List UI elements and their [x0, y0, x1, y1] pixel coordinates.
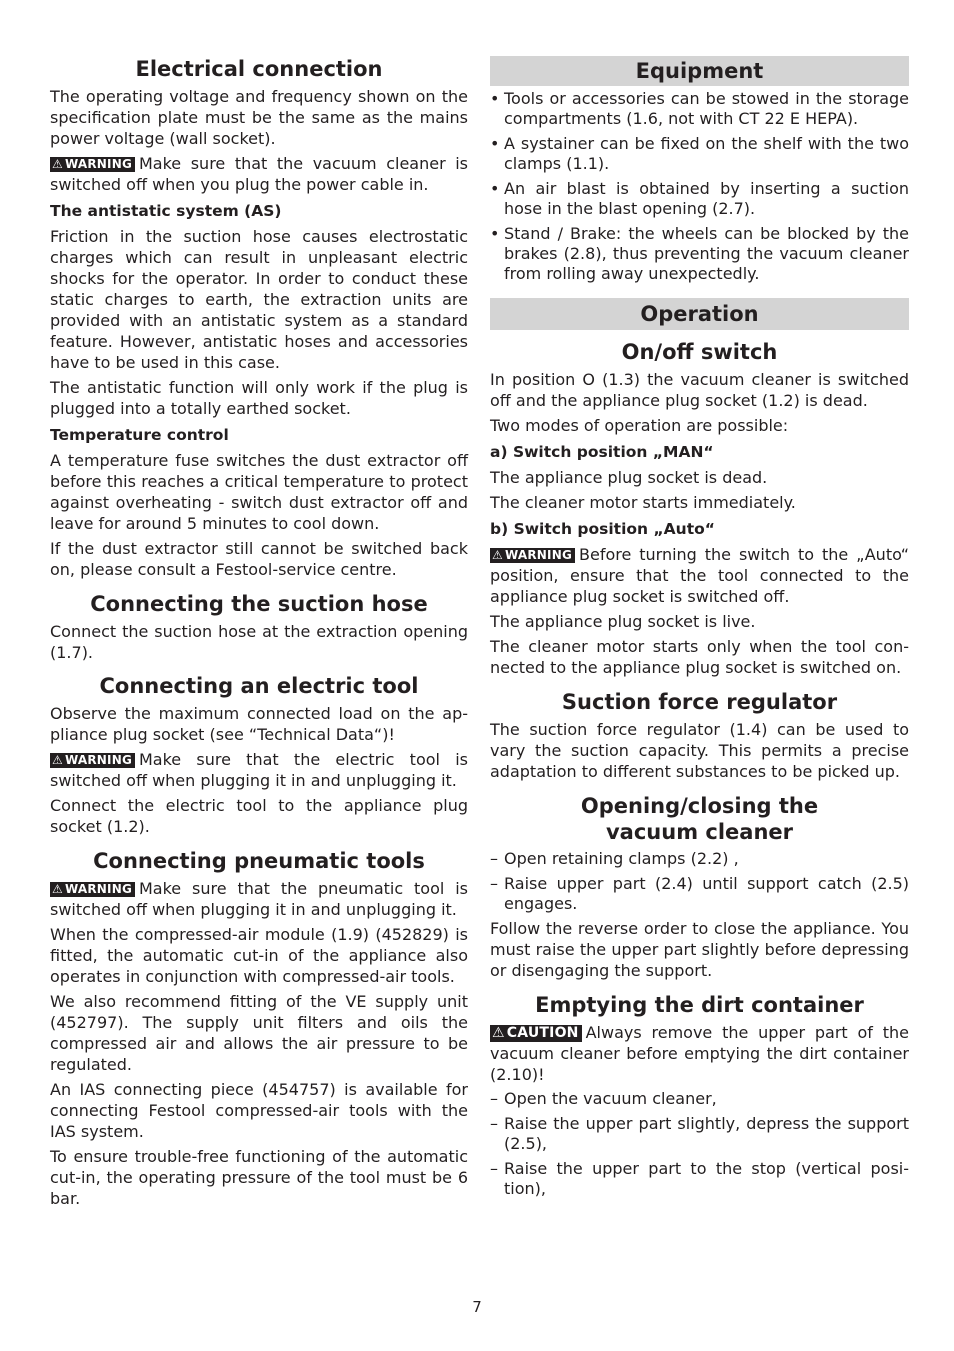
- list-item: – Open the vacuum cleaner,: [490, 1089, 717, 1108]
- bullet-dot-icon: •: [490, 224, 500, 243]
- heading-suction-force-regulator: Suction force regulator: [561, 690, 838, 714]
- warning-triangle-icon: ⚠: [492, 548, 503, 562]
- dash-marker-icon: –: [490, 874, 498, 893]
- heading-on-off-switch: On/off switch: [621, 340, 778, 364]
- subheading-switch-man: a) Switch position „MAN“: [490, 443, 714, 461]
- opening-paragraph: Follow the reverse order to close the appliance. You must raise the upper part slightly before depressing or disengaging the support.: [490, 919, 909, 980]
- pneumatic-paragraph-2: We also recommend fitting of the VE supply unit (452797). The supply unit filters and oils the compressed air and allows the air pressure to be regulated.: [50, 992, 468, 1074]
- pneumatic-warning: ⚠ WARNING Make sure that the pneumatic tool is switched off when plugging it in and unplugging it.: [50, 879, 468, 919]
- electric-tool-warning: ⚠ WARNING Make sure that the electric tool is switched off when plugging it in and unplugging it.: [50, 750, 468, 790]
- list-item: • Tools or accessories can be stowed in the storage compartments (1.6, not with CT 22 E HEPA).: [490, 89, 909, 128]
- electric-tool-paragraph-1: Observe the maximum connected load on the appliance plug socket (see “Technical Data“)!: [50, 704, 468, 744]
- warning-triangle-icon: ⚠: [52, 753, 63, 767]
- pneumatic-paragraph-3: An IAS connecting piece (454757) is available for connecting Festool compressed-air tools with the IAS system.: [50, 1080, 468, 1141]
- suction-hose-paragraph: Connect the suction hose at the extraction opening (1.7).: [50, 622, 468, 662]
- temperature-paragraph-2: If the dust extractor still cannot be switched back on, please consult a Festool-service centre.: [50, 539, 468, 579]
- dash-marker-icon: –: [490, 1159, 498, 1178]
- warning-badge: ⚠ WARNING: [490, 548, 575, 563]
- auto-paragraph-1: The appliance plug socket is live.: [490, 612, 756, 631]
- equipment-list: [490, 89, 909, 284]
- list-item: • An air blast is obtained by inserting a suction hose in the blast opening (2.7).: [490, 179, 909, 218]
- warning-triangle-icon: ⚠: [492, 1025, 505, 1041]
- dash-marker-icon: –: [490, 1089, 498, 1108]
- man-paragraph-1: The appliance plug socket is dead.: [490, 468, 768, 487]
- dash-marker-icon: –: [490, 849, 498, 868]
- on-off-paragraph-2: Two modes of operation are possible:: [490, 416, 789, 435]
- list-item: • A systainer can be fixed on the shelf with the two clamps (1.1).: [490, 134, 909, 173]
- list-item: – Raise upper part (2.4) until support catch (2.5) engages.: [490, 874, 909, 913]
- suction-force-paragraph: The suction force regulator (1.4) can be used to vary the suction capacity. This permits a precise adaptation to different substances to be picked up.: [490, 720, 909, 781]
- warning-badge: ⚠ WARNING: [50, 157, 135, 172]
- bullet-dot-icon: •: [490, 179, 500, 198]
- heading-electric-tool: Connecting an electric tool: [99, 674, 419, 698]
- electric-tool-paragraph-2: Connect the electric tool to the appliance plug socket (1.2).: [50, 796, 468, 836]
- list-item: – Open retaining clamps (2.2) ,: [490, 849, 739, 868]
- list-item: • Stand / Brake: the wheels can be blocked by the brakes (2.8), thus preventing the vacuum cleaner from rolling away unexpectedly.: [490, 224, 909, 283]
- heading-opening-closing: Opening/closing the vacuum cleaner: [580, 794, 819, 844]
- caution-badge: ⚠ CAUTION: [490, 1025, 582, 1042]
- opening-list: [490, 849, 909, 914]
- heading-operation: Operation: [490, 298, 909, 330]
- warning-triangle-icon: ⚠: [52, 157, 63, 171]
- emptying-list: [490, 1089, 909, 1199]
- list-item: – Raise the upper part to the stop (vertical position),: [490, 1159, 909, 1198]
- bullet-dot-icon: •: [490, 134, 500, 153]
- subheading-switch-auto: b) Switch position „Auto“: [490, 520, 715, 538]
- subheading-antistatic: The antistatic system (AS): [50, 202, 282, 220]
- heading-electrical-connection: Electrical connection: [135, 57, 383, 81]
- page-number: 7: [472, 1298, 482, 1316]
- electrical-warning: ⚠ WARNING Make sure that the vacuum cleaner is switched off when you plug the power cable in.: [50, 154, 468, 194]
- heading-emptying-dirt-container: Emptying the dirt container: [535, 993, 864, 1017]
- antistatic-paragraph-2: The antistatic function will only work if the plug is plugged into a totally earthed socket.: [50, 378, 468, 418]
- heading-equipment: Equipment: [490, 56, 909, 86]
- electrical-paragraph: The operating voltage and frequency shown on the specification plate must be the same as the mains power voltage (wall socket).: [50, 87, 468, 148]
- pneumatic-paragraph-1: When the compressed-air module (1.9) (452829) is fitted, the automatic cut-in of the appliance also operates in conjunction with compressed-air tools.: [50, 925, 468, 986]
- subheading-temperature: Temperature control: [50, 426, 229, 444]
- temperature-paragraph-1: A temperature fuse switches the dust extractor off before this reaches a critical temperature to protect against overheating - switch dust extractor off and leave for around 5 minutes to cool down.: [50, 451, 468, 533]
- antistatic-paragraph-1: Friction in the suction hose causes electrostatic charges which can result in unpleasant electric shocks for the operator. In order to conduct these static charges to earth, the extraction units are provided with an antistatic system as a standard feature. However, antistatic hoses and accessories have to be used in this case.: [50, 227, 468, 372]
- right-column: [490, 56, 909, 1199]
- auto-warning: ⚠ WARNING Before turning the switch to the „Auto“ position, ensure that the tool connected to the appliance plug socket is switched off.: [490, 545, 909, 606]
- on-off-paragraph-1: In position O (1.3) the vacuum cleaner is switched off and the appliance plug socket (1.2) is dead.: [490, 370, 909, 410]
- left-column: [50, 56, 468, 1209]
- heading-pneumatic-tools: Connecting pneumatic tools: [93, 849, 425, 873]
- warning-badge: ⚠ WARNING: [50, 882, 135, 897]
- warning-badge: ⚠ WARNING: [50, 753, 135, 768]
- list-item: – Raise the upper part slightly, depress the support (2.5),: [490, 1114, 909, 1153]
- auto-paragraph-2: The cleaner motor starts only when the tool connected to the appliance plug socket is switched on.: [490, 637, 909, 677]
- bullet-dot-icon: •: [490, 89, 500, 108]
- man-paragraph-2: The cleaner motor starts immediately.: [490, 493, 796, 512]
- heading-suction-hose: Connecting the suction hose: [90, 592, 428, 616]
- emptying-caution: ⚠ CAUTION Always remove the upper part of the vacuum cleaner before emptying the dirt container (2.10)!: [490, 1023, 909, 1084]
- pneumatic-paragraph-4: To ensure trouble-free functioning of the automatic cut-in, the operating pressure of the tool must be 6 bar.: [50, 1147, 468, 1208]
- warning-triangle-icon: ⚠: [52, 882, 63, 896]
- dash-marker-icon: –: [490, 1114, 498, 1133]
